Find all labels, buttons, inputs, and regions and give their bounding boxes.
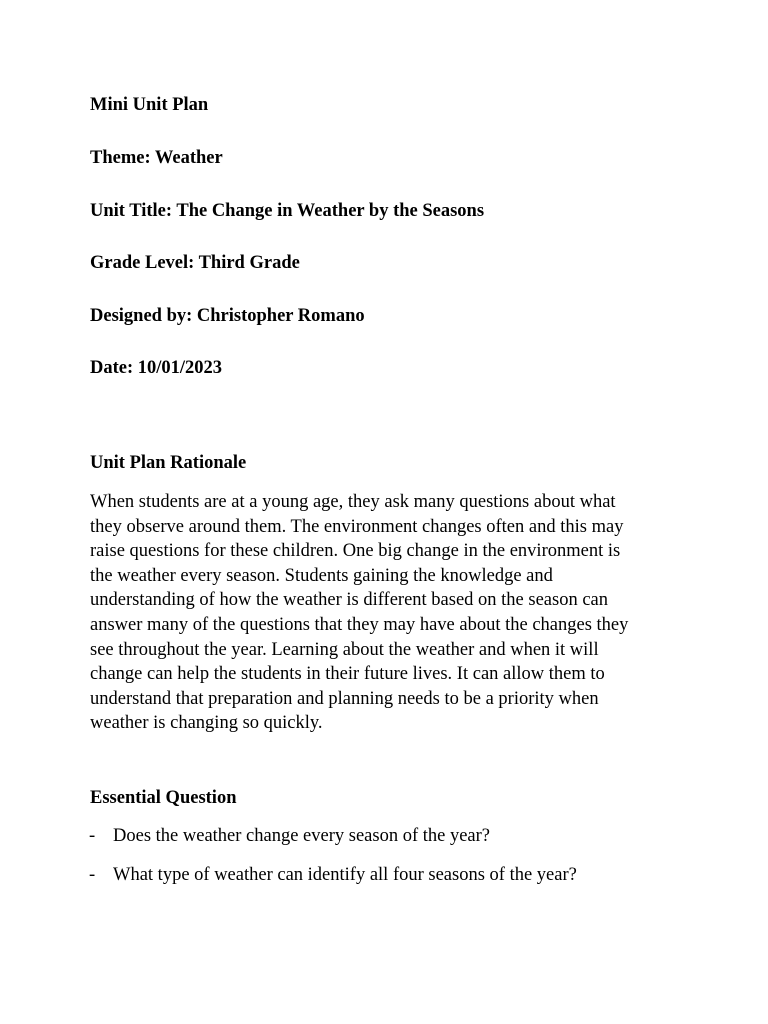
theme-line: Theme: Weather	[90, 148, 223, 168]
rationale-line: understand that preparation and planning needs to be a priority when	[90, 688, 599, 709]
grade-level-line: Grade Level: Third Grade	[90, 253, 300, 273]
rationale-line: see throughout the year. Learning about the weather and when it will	[90, 639, 599, 660]
rationale-heading: Unit Plan Rationale	[90, 453, 247, 473]
rationale-line: they observe around them. The environment changes often and this may	[90, 516, 624, 537]
question-text: What type of weather can identify all four seasons of the year?	[113, 865, 577, 885]
rationale-line: weather is changing so quickly.	[90, 713, 323, 734]
rationale-line: the weather every season. Students gaining the knowledge and	[90, 565, 553, 586]
dash-bullet: -	[89, 865, 96, 885]
dash-bullet: -	[89, 826, 96, 846]
question-text: Does the weather change every season of the year?	[113, 826, 491, 846]
date-line: Date: 10/01/2023	[90, 358, 223, 378]
rationale-line: change can help the students in their future lives. It can allow them to	[90, 664, 605, 685]
document-title: Mini Unit Plan	[90, 95, 209, 115]
designed-by-line: Designed by: Christopher Romano	[90, 306, 365, 326]
rationale-line: answer many of the questions that they may have about the changes they	[90, 614, 629, 635]
unit-title-line: Unit Title: The Change in Weather by the Seasons	[90, 201, 485, 221]
rationale-paragraph	[90, 490, 690, 736]
rationale-line: When students are at a young age, they ask many questions about what	[90, 492, 616, 512]
essential-question-heading: Essential Question	[90, 788, 237, 808]
rationale-line: raise questions for these children. One big change in the environment is	[90, 541, 621, 562]
rationale-line: understanding of how the weather is different based on the season can	[90, 590, 609, 611]
